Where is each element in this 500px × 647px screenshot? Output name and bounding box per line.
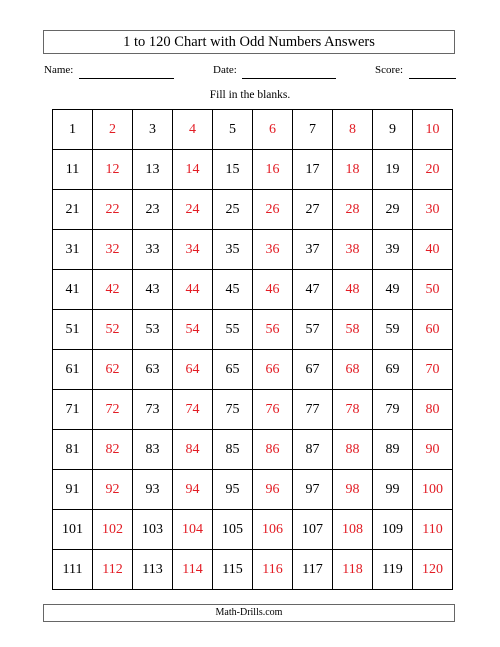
number-cell: 73 <box>133 390 173 430</box>
answer-cell: 62 <box>93 350 133 390</box>
number-cell: 25 <box>213 190 253 230</box>
number-cell: 95 <box>213 470 253 510</box>
number-cell: 87 <box>293 430 333 470</box>
answer-cell: 18 <box>333 150 373 190</box>
student-info-fields <box>0 64 500 82</box>
number-cell: 15 <box>213 150 253 190</box>
answer-cell: 46 <box>253 270 293 310</box>
number-cell: 33 <box>133 230 173 270</box>
answer-cell: 120 <box>413 550 453 590</box>
number-cell: 119 <box>373 550 413 590</box>
number-cell: 9 <box>373 110 413 150</box>
answer-cell: 66 <box>253 350 293 390</box>
answer-cell: 56 <box>253 310 293 350</box>
answer-cell: 94 <box>173 470 213 510</box>
answer-cell: 118 <box>333 550 373 590</box>
number-cell: 113 <box>133 550 173 590</box>
chart-row <box>53 390 453 430</box>
answer-cell: 12 <box>93 150 133 190</box>
chart-row <box>53 150 453 190</box>
number-cell: 47 <box>293 270 333 310</box>
number-cell: 101 <box>53 510 93 550</box>
number-cell: 71 <box>53 390 93 430</box>
answer-cell: 108 <box>333 510 373 550</box>
number-cell: 85 <box>213 430 253 470</box>
answer-cell: 92 <box>93 470 133 510</box>
answer-cell: 90 <box>413 430 453 470</box>
number-cell: 3 <box>133 110 173 150</box>
answer-cell: 96 <box>253 470 293 510</box>
number-cell: 69 <box>373 350 413 390</box>
answer-cell: 68 <box>333 350 373 390</box>
number-cell: 43 <box>133 270 173 310</box>
answer-cell: 72 <box>93 390 133 430</box>
number-cell: 103 <box>133 510 173 550</box>
chart-row <box>53 310 453 350</box>
answer-cell: 100 <box>413 470 453 510</box>
answer-cell: 30 <box>413 190 453 230</box>
chart-row <box>53 350 453 390</box>
answer-cell: 48 <box>333 270 373 310</box>
number-cell: 49 <box>373 270 413 310</box>
number-cell: 23 <box>133 190 173 230</box>
answer-cell: 104 <box>173 510 213 550</box>
chart-row <box>53 190 453 230</box>
number-chart-grid <box>52 109 453 590</box>
date-label: Date: <box>213 64 237 76</box>
answer-cell: 110 <box>413 510 453 550</box>
name-blank-line[interactable] <box>79 78 174 79</box>
answer-cell: 52 <box>93 310 133 350</box>
answer-cell: 98 <box>333 470 373 510</box>
number-cell: 117 <box>293 550 333 590</box>
number-cell: 115 <box>213 550 253 590</box>
answer-cell: 82 <box>93 430 133 470</box>
answer-cell: 58 <box>333 310 373 350</box>
number-cell: 45 <box>213 270 253 310</box>
chart-row <box>53 270 453 310</box>
number-cell: 93 <box>133 470 173 510</box>
answer-cell: 22 <box>93 190 133 230</box>
answer-cell: 28 <box>333 190 373 230</box>
number-cell: 89 <box>373 430 413 470</box>
number-cell: 5 <box>213 110 253 150</box>
answer-cell: 116 <box>253 550 293 590</box>
answer-cell: 20 <box>413 150 453 190</box>
number-cell: 39 <box>373 230 413 270</box>
answer-cell: 6 <box>253 110 293 150</box>
worksheet-title: 1 to 120 Chart with Odd Numbers Answers <box>43 30 455 54</box>
answer-cell: 102 <box>93 510 133 550</box>
number-cell: 105 <box>213 510 253 550</box>
number-cell: 35 <box>213 230 253 270</box>
number-cell: 59 <box>373 310 413 350</box>
answer-cell: 74 <box>173 390 213 430</box>
answer-cell: 14 <box>173 150 213 190</box>
answer-cell: 86 <box>253 430 293 470</box>
answer-cell: 24 <box>173 190 213 230</box>
number-cell: 77 <box>293 390 333 430</box>
chart-row <box>53 110 453 150</box>
answer-cell: 26 <box>253 190 293 230</box>
answer-cell: 114 <box>173 550 213 590</box>
number-cell: 65 <box>213 350 253 390</box>
number-cell: 11 <box>53 150 93 190</box>
answer-cell: 42 <box>93 270 133 310</box>
footer-site-name: Math-Drills.com <box>43 604 455 622</box>
answer-cell: 2 <box>93 110 133 150</box>
answer-cell: 84 <box>173 430 213 470</box>
instructions: Fill in the blanks. <box>209 89 291 101</box>
number-cell: 53 <box>133 310 173 350</box>
number-cell: 29 <box>373 190 413 230</box>
score-label: Score: <box>375 64 404 76</box>
answer-cell: 80 <box>413 390 453 430</box>
number-cell: 7 <box>293 110 333 150</box>
number-cell: 37 <box>293 230 333 270</box>
answer-cell: 36 <box>253 230 293 270</box>
name-label: Name: <box>44 64 74 76</box>
answer-cell: 8 <box>333 110 373 150</box>
answer-cell: 64 <box>173 350 213 390</box>
answer-cell: 34 <box>173 230 213 270</box>
answer-cell: 38 <box>333 230 373 270</box>
number-cell: 27 <box>293 190 333 230</box>
number-cell: 79 <box>373 390 413 430</box>
number-cell: 1 <box>53 110 93 150</box>
answer-cell: 16 <box>253 150 293 190</box>
number-cell: 19 <box>373 150 413 190</box>
answer-cell: 54 <box>173 310 213 350</box>
number-cell: 41 <box>53 270 93 310</box>
number-cell: 55 <box>213 310 253 350</box>
answer-cell: 32 <box>93 230 133 270</box>
number-cell: 111 <box>53 550 93 590</box>
number-cell: 99 <box>373 470 413 510</box>
answer-cell: 10 <box>413 110 453 150</box>
number-cell: 91 <box>53 470 93 510</box>
chart-row <box>53 430 453 470</box>
number-cell: 83 <box>133 430 173 470</box>
answer-cell: 112 <box>93 550 133 590</box>
number-cell: 51 <box>53 310 93 350</box>
number-cell: 109 <box>373 510 413 550</box>
answer-cell: 76 <box>253 390 293 430</box>
number-cell: 17 <box>293 150 333 190</box>
number-cell: 75 <box>213 390 253 430</box>
number-cell: 57 <box>293 310 333 350</box>
answer-cell: 78 <box>333 390 373 430</box>
answer-cell: 70 <box>413 350 453 390</box>
chart-row <box>53 230 453 270</box>
chart-row <box>53 510 453 550</box>
score-blank-line[interactable] <box>409 78 456 79</box>
answer-cell: 88 <box>333 430 373 470</box>
number-cell: 31 <box>53 230 93 270</box>
number-cell: 63 <box>133 350 173 390</box>
number-cell: 21 <box>53 190 93 230</box>
answer-cell: 4 <box>173 110 213 150</box>
number-cell: 97 <box>293 470 333 510</box>
number-cell: 67 <box>293 350 333 390</box>
answer-cell: 106 <box>253 510 293 550</box>
chart-row <box>53 470 453 510</box>
answer-cell: 44 <box>173 270 213 310</box>
number-cell: 13 <box>133 150 173 190</box>
chart-row <box>53 550 453 590</box>
date-blank-line[interactable] <box>242 78 336 79</box>
answer-cell: 40 <box>413 230 453 270</box>
number-cell: 81 <box>53 430 93 470</box>
number-cell: 107 <box>293 510 333 550</box>
answer-cell: 60 <box>413 310 453 350</box>
answer-cell: 50 <box>413 270 453 310</box>
number-cell: 61 <box>53 350 93 390</box>
